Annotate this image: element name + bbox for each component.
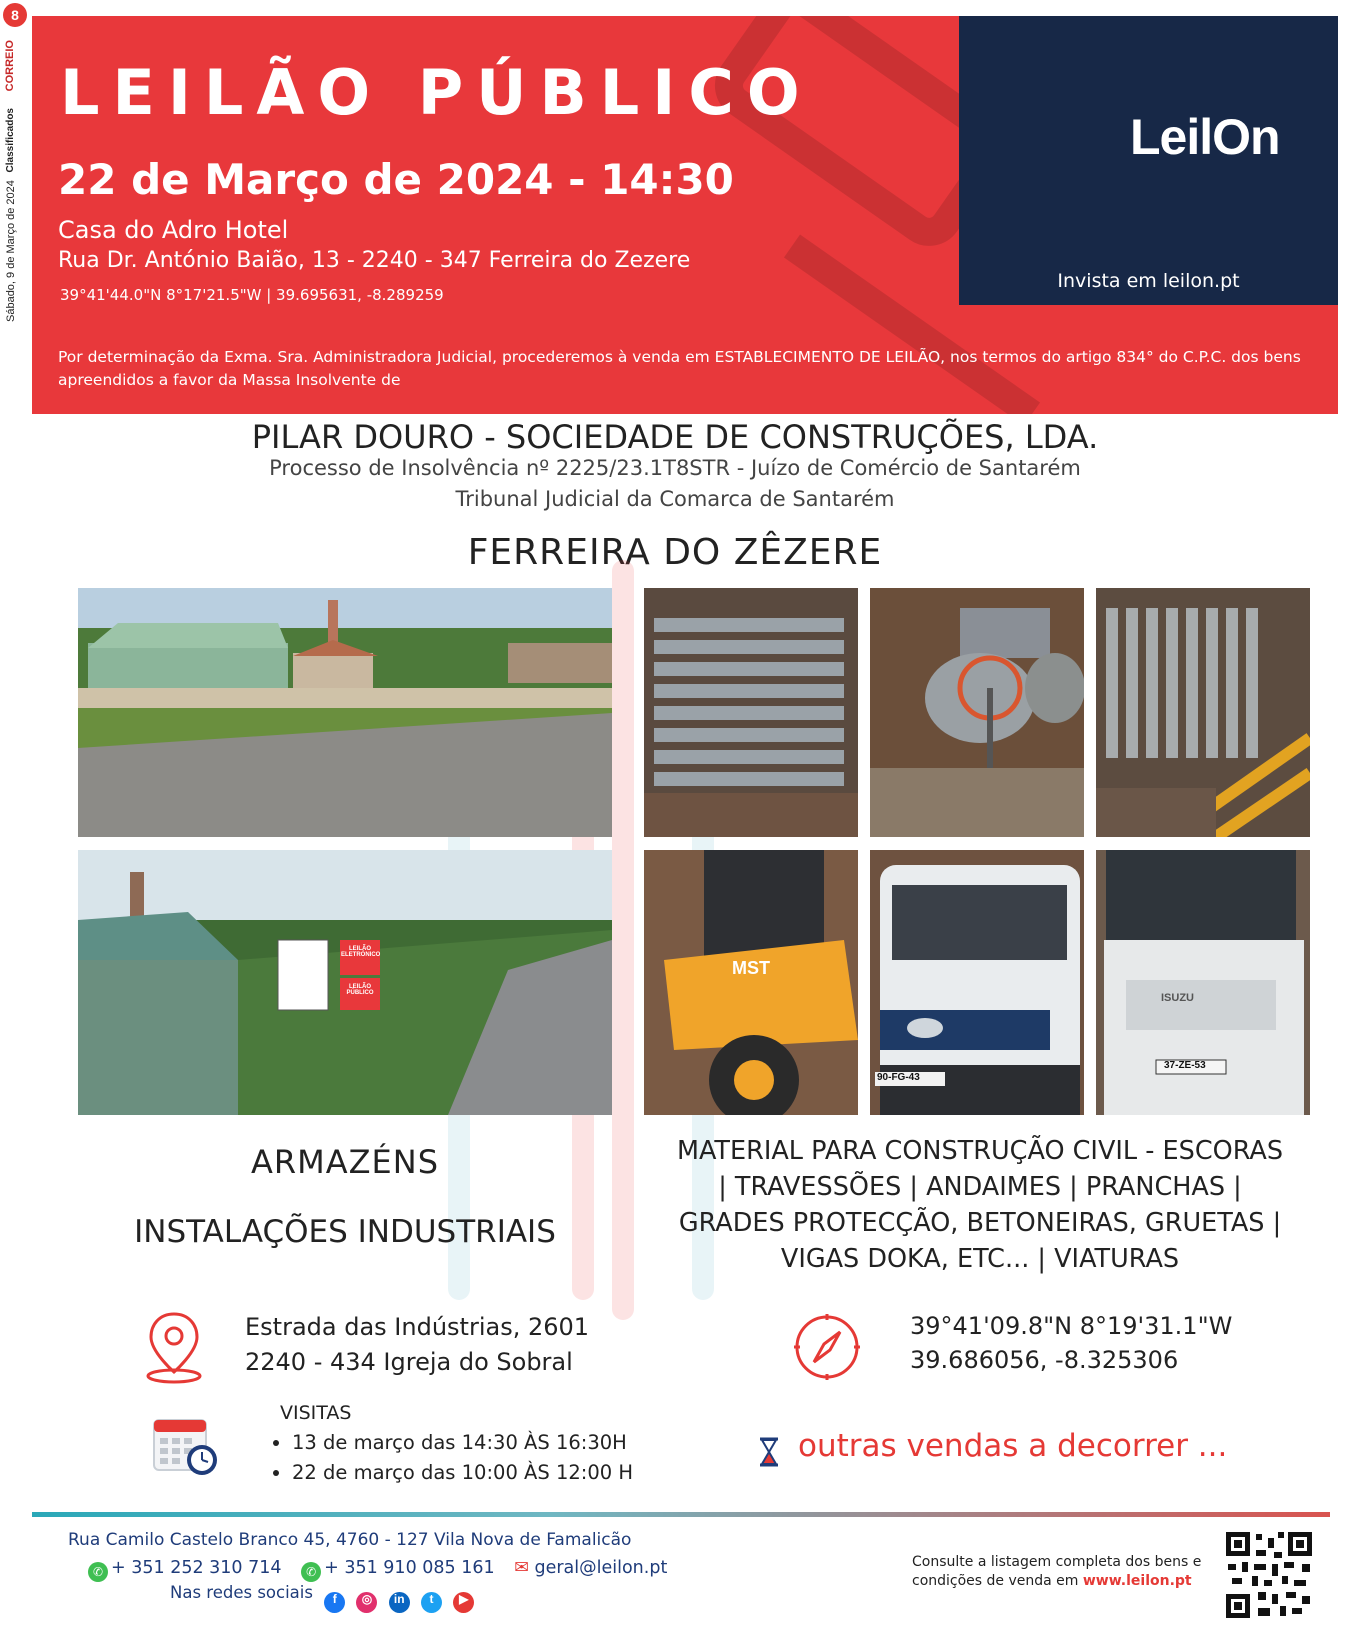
address-line-2: 2240 - 434 Igreja do Sobral [245, 1348, 573, 1376]
listing-info [912, 1553, 1222, 1591]
mobile-number[interactable]: + 351 910 085 161 [324, 1558, 495, 1578]
visit-item: • 13 de março das 14:30 ÀS 16:30H [292, 1428, 633, 1458]
social-label: Nas redes sociais [170, 1583, 313, 1602]
social-row [170, 1583, 474, 1613]
newspaper-brand: CORREIO [4, 40, 16, 92]
venue-address: Rua Dr. António Baião, 13 - 2240 - 347 Ferreira do Zezere [58, 248, 691, 273]
materials-line: | TRAVESSÕES | ANDAIMES | PRANCHAS | [718, 1172, 1242, 1202]
consult-text: Consulte a listagem completa dos bens e condições de venda em [912, 1554, 1202, 1589]
other-sales-link[interactable]: outras vendas a decorrer ... [798, 1428, 1228, 1464]
section-name: Classificados [5, 108, 16, 173]
watermark-bar [612, 560, 634, 1320]
instagram-icon[interactable]: ◎ [356, 1592, 377, 1613]
gps-dms: 39°41'09.8"N 8°19'31.1"W [910, 1312, 1233, 1340]
auction-location: FERREIRA DO ZÊZERE [467, 532, 883, 573]
footer-address: Rua Camilo Castelo Branco 45, 4760 - 127 Vila Nova de Famalicão [68, 1530, 632, 1550]
photo-props-scaffolding [1096, 588, 1310, 837]
email-link[interactable]: geral@leilon.pt [534, 1558, 668, 1578]
auction-title: LEILÃO PÚBLICO [60, 56, 813, 129]
youtube-icon[interactable]: ▶ [453, 1592, 474, 1613]
compass-icon [792, 1312, 862, 1382]
photo-backhoe-loader [644, 850, 858, 1115]
issue-date: Sábado, 9 de Março de 2024 [5, 180, 17, 322]
photo-stacked-beams [644, 588, 858, 837]
calendar-clock-icon [150, 1412, 220, 1478]
photo-white-van [870, 850, 1084, 1115]
machine-brand-label: MST [732, 958, 770, 978]
page-number: 8 [3, 3, 27, 27]
hourglass-icon [758, 1437, 780, 1467]
lot-label-warehouses: ARMAZÉNS [250, 1143, 439, 1181]
qr-code-icon[interactable] [1224, 1530, 1314, 1620]
linkedin-icon[interactable]: in [389, 1592, 410, 1613]
logo-tagline[interactable]: Invista em leilon.pt [1057, 270, 1240, 292]
company-name: PILAR DOURO - SOCIEDADE DE CONSTRUÇÕES, LDA. [251, 418, 1099, 456]
auction-datetime: 22 de Março de 2024 - 14:30 [58, 155, 734, 204]
photo-concrete-mixer [870, 588, 1084, 837]
lot-label-industrial: INSTALAÇÕES INDUSTRIAIS [134, 1214, 556, 1250]
van-license-plate: 90-FG-43 [877, 1072, 920, 1083]
legal-notice: Por determinação da Exma. Sra. Administradora Judicial, procederemos à venda em ESTABLECIMENTO DE LEILÃO, nos termos do artigo 834° do C.P.C. dos bens apreendidos a favor da Massa Insolvente de [58, 348, 1301, 389]
whatsapp-icon: ✆ [301, 1562, 321, 1582]
phone-icon: ✆ [88, 1562, 108, 1582]
website-link[interactable]: www.leilon.pt [1082, 1573, 1192, 1589]
materials-line: GRADES PROTECÇÃO, BETONEIRAS, GRUETAS | [678, 1208, 1282, 1238]
leilon-logo-text: LeilOn [1130, 109, 1280, 165]
visits-list [268, 1428, 633, 1488]
gps-decimal: 39.686056, -8.325306 [910, 1346, 1179, 1374]
visit-item: • 22 de março das 10:00 ÀS 12:00 H [292, 1458, 633, 1488]
materials-line: MATERIAL PARA CONSTRUÇÃO CIVIL - ESCORAS [676, 1136, 1284, 1166]
venue-name: Casa do Adro Hotel [58, 216, 289, 244]
visits-title: VISITAS [280, 1402, 352, 1424]
sign-electronic-auction: LEILÃO ELETRÓNICO [341, 946, 381, 958]
lot-materials-list [640, 1133, 1320, 1277]
court-name: Tribunal Judicial da Comarca de Santarém [455, 487, 895, 511]
address-line-1: Estrada das Indústrias, 2601 [245, 1313, 590, 1341]
facebook-icon[interactable]: f [324, 1592, 345, 1613]
phone-number[interactable]: + 351 252 310 714 [111, 1558, 282, 1578]
location-pin-icon [143, 1310, 205, 1384]
photo-isuzu-truck [1096, 850, 1310, 1115]
twitter-icon[interactable]: t [421, 1592, 442, 1613]
sign-public-auction: LEILÃO PÚBLICO [346, 984, 374, 996]
mail-icon: ✉ [514, 1558, 529, 1578]
truck-license-plate: 37-ZE-53 [1164, 1060, 1206, 1071]
truck-brand-label: ISUZU [1161, 992, 1194, 1004]
photo-warehouse-exterior [78, 588, 612, 837]
footer-divider [32, 1512, 1330, 1517]
insolvency-process: Processo de Insolvência nº 2225/23.1T8STR - Juízo de Comércio de Santarém [269, 456, 1081, 480]
photo-site-entrance [78, 850, 612, 1115]
materials-line: VIGAS DOKA, ETC... | VIATURAS [780, 1244, 1180, 1274]
footer-contacts [88, 1558, 667, 1582]
leilon-logo-icon [1016, 92, 1096, 172]
venue-coordinates: 39°41'44.0"N 8°17'21.5"W | 39.695631, -8.289259 [60, 286, 444, 304]
